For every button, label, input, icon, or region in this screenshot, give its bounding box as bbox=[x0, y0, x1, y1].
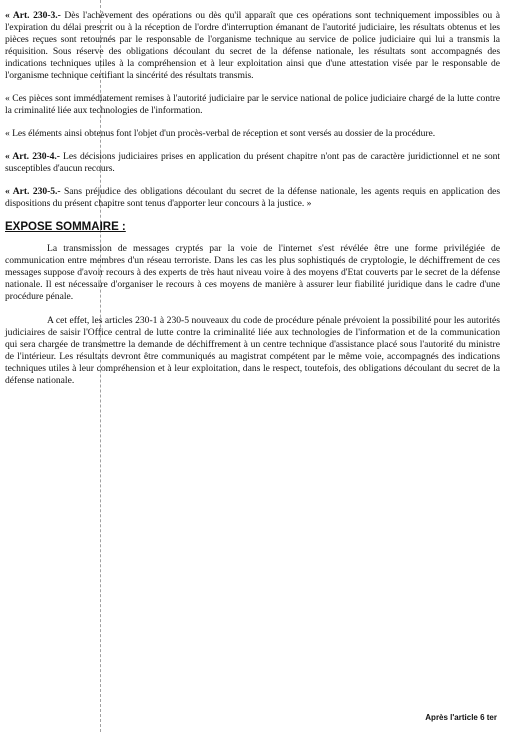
article-ref: « Art. 230-5.- bbox=[5, 186, 61, 197]
article-230-5 bbox=[5, 186, 500, 210]
article-230-3-para-3 bbox=[5, 128, 500, 140]
summary-paragraph-2: A cet effet, les articles 230-1 à 230-5 nouveaux du code de procédure pénale prévoient la possibilité pour les autorités judiciaires de saisir l'Office central de lutte contre la criminalité liée aux technologies de l'information et de la communication qui sera chargée de transmettre la demande de déchiffrement à un centre technique d'assistance placé sous l'autorité du ministre de l'intérieur. Les résultats devront être communiqués au magistrat compétent par le même voie, accompagnés des indications techniques utiles à leur compréhension et à leur exploitation, dans le respect, toutefois, des obligations découlant du secret de la défense nationale. bbox=[5, 315, 500, 386]
document-body bbox=[5, 10, 500, 399]
article-text: Dès l'achèvement des opérations ou dès qu'il apparaît que ces opérations sont techniquement impossibles ou à l'expiration du délai prescrit ou à la réception de l'ordre d'interruption émanant de l'autorité judiciaire, les résultats obtenus et les pièces reçues sont retournés par le responsable de l'organisme technique au service de police judiciaire qui lui a transmis la réquisition. Sous réserve des obligations découlant du secret de la défense nationale, les résultats sont accompagnés des indications techniques utiles à la compréhension et à leur exploitation ainsi que d'une attestation visée par le responsable de l'organisme technique certifiant la sincérité des résultats transmis. bbox=[5, 10, 500, 81]
article-text: Sans préjudice des obligations découlant du secret de la défense nationale, les agents requis en application des dispositions du présent chapitre sont tenus d'apporter leur concours à la justice. » bbox=[5, 186, 500, 209]
article-text: « Les éléments ainsi obtenus font l'objet d'un procès-verbal de réception et sont versés au dossier de la procédure. bbox=[5, 128, 436, 139]
article-ref: « Art. 230-3.- bbox=[5, 10, 61, 21]
article-230-3-para-2 bbox=[5, 93, 500, 117]
summary-heading: EXPOSE SOMMAIRE : bbox=[5, 221, 126, 233]
article-230-4 bbox=[5, 151, 500, 175]
article-ref: « Art. 230-4.- bbox=[5, 151, 60, 162]
article-text: Les décisions judiciaires prises en application du présent chapitre n'ont pas de caractère juridictionnel et ne sont susceptibles d'aucun recours. bbox=[5, 151, 500, 174]
article-text: « Ces pièces sont immédiatement remises à l'autorité judiciaire par le service national de police judiciaire chargé de la lutte contre la criminalité liée aux technologies de l'information. bbox=[5, 93, 500, 116]
footer-note: Après l'article 6 ter bbox=[425, 713, 497, 722]
article-230-3 bbox=[5, 10, 500, 82]
summary-paragraph-1: La transmission de messages cryptés par la voie de l'internet s'est révélée être une forme privilégiée de communication entre membres d'un réseau terroriste. Dans les cas les plus sophistiqués de cryptologie, le déchiffrement de ces messages suppose d'avoir recours à des experts de très haut niveau voire à des moyens d'Etat couverts par le secret de la défense nationale. Il est nécessaire d'organiser le recours à ces moyens de manière à assurer leur fiabilité juridique dans le cadre d'une procédure pénale. bbox=[5, 243, 500, 302]
